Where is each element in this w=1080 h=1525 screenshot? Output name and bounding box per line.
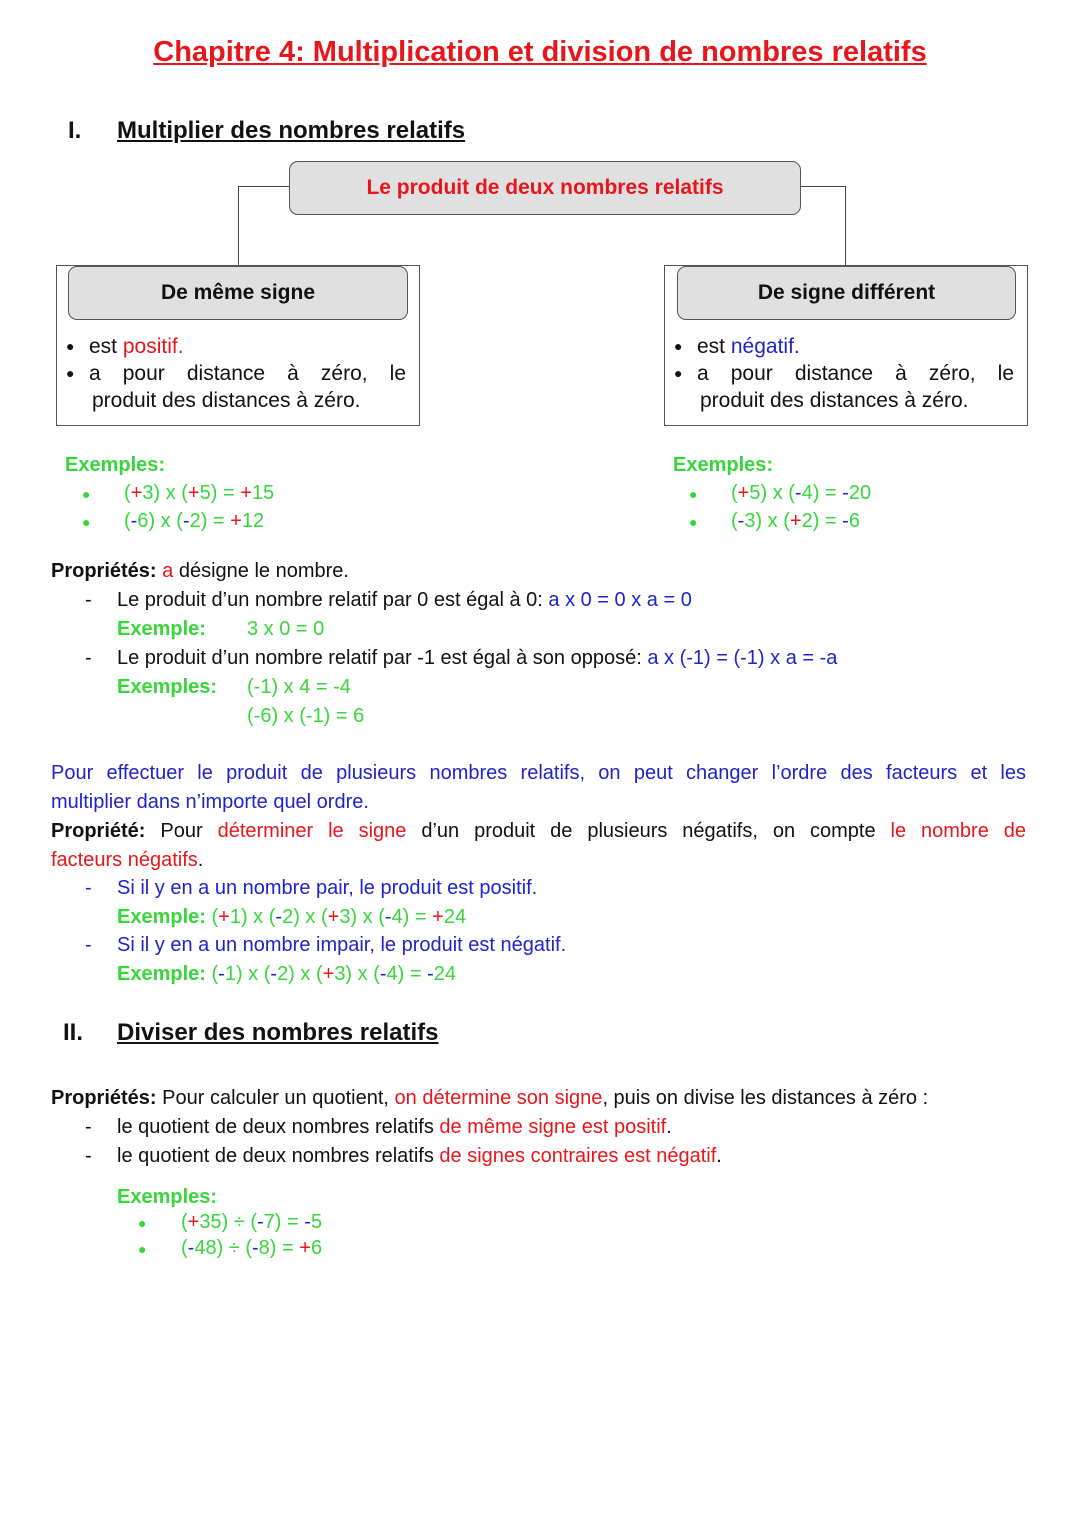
- expression-segment: +: [322, 963, 335, 985]
- section-number: II.: [63, 1019, 84, 1046]
- bullet: ●: [82, 486, 91, 502]
- bullet: ●: [138, 1215, 147, 1231]
- different-sign-header: [677, 266, 1016, 320]
- example-expression: [181, 1237, 322, 1260]
- expression-segment: 4) =: [801, 482, 843, 504]
- section-title: Multiplier des nombres relatifs: [117, 117, 466, 144]
- bullet: ●: [689, 514, 698, 530]
- expression-segment: 20: [848, 482, 872, 504]
- example-expression: [181, 1211, 322, 1234]
- examples-label-right: Exemples:: [673, 454, 774, 476]
- expression-segment: (: [205, 963, 219, 985]
- example-value: 3 x 0 = 0: [247, 618, 325, 640]
- expression-segment: 3) x (: [744, 510, 790, 532]
- division-property: Propriétés: Pour calculer un quotient, on détermine son signe, puis on divise les distances à zéro :: [51, 1087, 929, 1109]
- expression-segment: 3) x (: [142, 482, 188, 504]
- expression-segment: 1) x (: [229, 906, 276, 928]
- expression-segment: 8) =: [258, 1237, 300, 1259]
- list-item: ● a pour distance à zéro, le: [674, 360, 1014, 387]
- expression-segment: 15: [251, 482, 275, 504]
- expression-segment: 2) =: [801, 510, 843, 532]
- expression-segment: -: [842, 510, 849, 532]
- expression-segment: -: [842, 482, 849, 504]
- example-label: Exemple:: [117, 618, 206, 640]
- property-minus-one: Le produit d’un nombre relatif par -1 est égal à son opposé: a x (-1) = (-1) x a = -a: [117, 647, 838, 669]
- expression-segment: (: [181, 1237, 188, 1259]
- expression-segment: 5) x (: [749, 482, 795, 504]
- examples-label: Exemples:: [117, 1186, 218, 1208]
- expression-segment: +: [230, 510, 242, 532]
- expression-segment: 35) ÷ (: [199, 1211, 258, 1233]
- same-sign-bullets: [66, 333, 406, 414]
- bullet: ●: [138, 1241, 147, 1257]
- expression-segment: 2) =: [189, 510, 231, 532]
- diagram-root: [289, 161, 801, 215]
- expression-segment: -: [427, 963, 434, 985]
- example-expression: [124, 482, 274, 505]
- expression-segment: -: [257, 1211, 264, 1233]
- expression-segment: -: [304, 1211, 311, 1233]
- expression-segment: -: [379, 963, 387, 985]
- dash: -: [85, 589, 92, 611]
- expression-segment: -: [275, 906, 283, 928]
- expression-segment: (: [124, 482, 131, 504]
- expression-segment: (: [181, 1211, 188, 1233]
- expression-segment: 6) x (: [137, 510, 183, 532]
- expression-segment: 24: [443, 906, 467, 928]
- property-zero: Le produit d’un nombre relatif par 0 est égal à 0: a x 0 = 0 x a = 0: [117, 589, 692, 611]
- same-sign-header-label: De même signe: [160, 281, 316, 304]
- list-item-continuation: produit des distances à zéro.: [700, 389, 969, 412]
- same-sign-header: [68, 266, 408, 320]
- expression-segment: -: [737, 510, 745, 532]
- expression-segment: 4) =: [391, 906, 433, 928]
- expression-segment: +: [240, 482, 252, 504]
- example-value: (-6) x (-1) = 6: [247, 705, 365, 727]
- expression-segment: 6: [848, 510, 860, 532]
- expression-segment: +: [737, 482, 750, 504]
- dash: -: [85, 647, 92, 669]
- example-value: (-1) x 4 = -4: [247, 676, 351, 698]
- expression-segment: 1) x (: [224, 963, 271, 985]
- expression-segment: +: [327, 906, 340, 928]
- expression-segment: 12: [241, 510, 265, 532]
- expression-segment: -: [187, 1237, 195, 1259]
- expression-segment: 3) x (: [339, 906, 385, 928]
- different-sign-bullets: [674, 333, 1014, 414]
- examples-label-left: Exemples:: [65, 454, 166, 476]
- expression-segment: 48) ÷ (: [194, 1237, 252, 1259]
- dash: -: [85, 877, 92, 899]
- paragraph-line: multiplier dans n’importe quel ordre.: [51, 791, 369, 813]
- bullet: ●: [82, 514, 91, 530]
- expression-segment: -: [384, 906, 392, 928]
- expression-segment: -: [130, 510, 138, 532]
- diagram-root-label: Le produit de deux nombres relatifs: [366, 176, 724, 199]
- expression-segment: -: [794, 482, 802, 504]
- section-number: I.: [68, 117, 82, 144]
- different-sign-header-label: De signe différent: [757, 281, 936, 304]
- expression-segment: 5: [310, 1211, 323, 1233]
- expression-segment: -: [218, 963, 225, 985]
- paragraph-line: Pour effectuer le produit de plusieurs nombres relatifs, on peut changer l’ordre des facteurs et les: [51, 762, 1026, 784]
- rule-same-sign: le quotient de deux nombres relatifs de même signe est positif.: [117, 1116, 672, 1138]
- expression-segment: -: [252, 1237, 259, 1259]
- expression-segment: +: [187, 482, 200, 504]
- expression-segment: 5) =: [199, 482, 241, 504]
- expression-segment: (: [731, 482, 738, 504]
- expression-segment: (: [124, 510, 131, 532]
- expression-segment: +: [432, 906, 444, 928]
- example-even: Exemple: (+1) x (-2) x (+3) x (-4) = +24: [117, 906, 467, 928]
- expression-segment: 3) x (: [334, 963, 380, 985]
- list-item: ● est positif.: [66, 333, 406, 360]
- bullet: ●: [689, 486, 698, 502]
- expression-segment: +: [218, 906, 230, 928]
- expression-segment: +: [187, 1211, 200, 1233]
- expression-segment: 6: [310, 1237, 323, 1259]
- property-sign-line: Propriété: Pour déterminer le signe d’un produit de plusieurs négatifs, on compte le nombre de: [51, 820, 1027, 842]
- example-expression: [731, 510, 860, 533]
- list-item: ● est négatif.: [674, 333, 1014, 360]
- dash: -: [85, 934, 92, 956]
- example-expression: [731, 482, 871, 505]
- expression-segment: +: [130, 482, 143, 504]
- expression-segment: -: [182, 510, 190, 532]
- connector-right: [798, 186, 846, 267]
- expression-segment: -: [270, 963, 278, 985]
- expression-segment: 7) =: [263, 1211, 305, 1233]
- expression-segment: 24: [433, 963, 457, 985]
- property-sign-line: facteurs négatifs.: [51, 849, 204, 871]
- expression-segment: 4) =: [386, 963, 428, 985]
- rule-contrary-sign: le quotient de deux nombres relatifs de signes contraires est négatif.: [117, 1145, 722, 1167]
- page-title: Chapitre 4: Multiplication et division de nombres relatifs: [153, 36, 927, 68]
- dash: -: [85, 1116, 92, 1138]
- rule-odd: Si il y en a un nombre impair, le produit est négatif.: [117, 934, 567, 956]
- rule-even: Si il y en a un nombre pair, le produit est positif.: [117, 877, 538, 899]
- expression-segment: 2) x (: [282, 906, 328, 928]
- section-title: Diviser des nombres relatifs: [117, 1019, 439, 1046]
- list-item-continuation: produit des distances à zéro.: [92, 389, 361, 412]
- expression-segment: (: [205, 906, 219, 928]
- connector-left: [238, 186, 291, 267]
- properties-intro: Propriétés: a désigne le nombre.: [51, 560, 349, 582]
- example-label: Exemples:: [117, 676, 218, 698]
- expression-segment: +: [299, 1237, 311, 1259]
- dash: -: [85, 1145, 92, 1167]
- expression-segment: 2) x (: [277, 963, 323, 985]
- example-expression: [124, 510, 264, 533]
- example-odd: Exemple: (-1) x (-2) x (+3) x (-4) = -24: [117, 963, 457, 985]
- expression-segment: (: [731, 510, 738, 532]
- expression-segment: +: [789, 510, 802, 532]
- list-item: ● a pour distance à zéro, le: [66, 360, 406, 387]
